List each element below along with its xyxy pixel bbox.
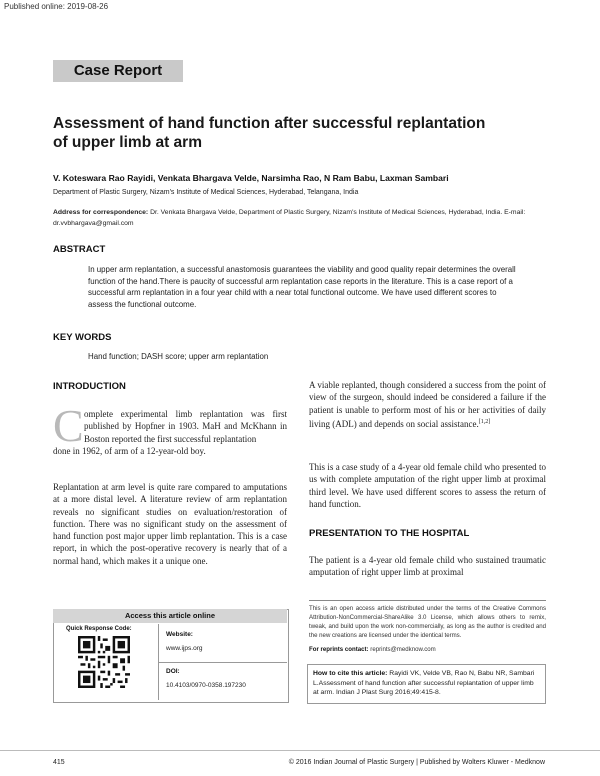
keywords-heading: KEY WORDS — [53, 332, 112, 343]
website-link[interactable]: www.ijps.org — [166, 645, 203, 652]
abstract-heading: ABSTRACT — [53, 244, 106, 255]
abstract-text: In upper arm replantation, a successful anastomosis guarantees the viability and good quality repair determines the overall function of the hand.There is paucity of successful arm replantation case reports in the literature. This is a case report of a successful arm replantation in a four year child with a near total functional outcome. We have used different scores to assess the functional outcome. — [88, 265, 516, 309]
correspondence-label: Address for correspondence: — [53, 209, 149, 216]
website-label: Website: — [166, 631, 193, 638]
reprints-label: For reprints contact: — [309, 646, 369, 653]
introduction-heading: INTRODUCTION — [53, 381, 126, 392]
reprints-contact — [309, 646, 436, 653]
title-line-2: of upper limb at arm — [53, 134, 202, 151]
access-divider-horizontal — [158, 662, 287, 663]
qr-label: Quick Response Code: — [66, 626, 132, 632]
article-type-badge: Case Report — [53, 60, 183, 82]
article-title — [53, 114, 553, 152]
citation-ref[interactable]: [1,2] — [478, 418, 491, 425]
correspondence-text: Dr. Venkata Bhargava Velde, Department of Plastic Surgery, Nizam's Institute of Medical Sciences, Hyderabad, India. E-mail: dr.vvbhargava@gmail.com — [53, 209, 526, 227]
access-title: Access this article online — [53, 609, 287, 623]
citation-body: Rayidi VK, Velde VB, Rao N, Babu NR, Sambari L.Assessment of hand function after successful replantation of upper limb at arm. Indian J Plast Surg 2016;49:415-8. — [313, 670, 535, 696]
citation-label: How to cite this article: — [313, 670, 388, 677]
intro-paragraph-1-tail: done in 1962, of arm of a 12-year-old boy. — [53, 446, 206, 456]
drop-cap: C — [53, 400, 84, 451]
intro-paragraph-1: omplete experimental limb replantation was first published by Hopfner in 1903. MaH and McKhann in Boston reported the first successful replantation — [84, 409, 287, 444]
presentation-heading: PRESENTATION TO THE HOSPITAL — [309, 528, 470, 539]
col2-paragraph-1-text: A viable replanted, though considered a success from the point of view of the surgeon, should indeed be considered a failure if the patient is unable to perform most of his or her activities of daily living (ADL) and depends on social assistance. — [309, 380, 546, 429]
published-date: Published online: 2019-08-26 — [4, 2, 109, 11]
reprints-email[interactable]: reprints@medknow.com — [368, 646, 436, 653]
correspondence — [53, 207, 553, 229]
doi-link[interactable]: 10.4103/0970-0358.197230 — [166, 682, 246, 689]
footer-rule — [0, 750, 600, 751]
author-list: V. Koteswara Rao Rayidi, Venkata Bhargava Velde, Narsimha Rao, N Ram Babu, Laxman Sambari — [53, 173, 449, 183]
citation-text — [313, 669, 541, 698]
keywords-text: Hand function; DASH score; upper arm replantation — [88, 352, 269, 361]
page-number: 415 — [53, 759, 65, 766]
journal-footer: © 2016 Indian Journal of Plastic Surgery | Published by Wolters Kluwer - Medknow — [288, 759, 545, 766]
intro-paragraph-2: Replantation at arm level is quite rare compared to amputations at a more distal level. A literature review of arm replantation reveals no significant studies on evaluation/restoration of function. There was no significant study on the assessment of hand function post major upper limb replantation. This is a case report, in which the post-operative recovery is nearly that of a normal hand, which makes it a unique one. — [53, 482, 287, 566]
col2-paragraph-3: The patient is a 4-year old female child who sustained traumatic amputation of right upper limb at proximal — [309, 555, 546, 578]
col2-paragraph-1 — [309, 379, 546, 430]
doi-label: DOI: — [166, 668, 180, 675]
title-line-1: Assessment of hand function after successful replantation — [53, 115, 486, 132]
license-text: This is an open access article distributed under the terms of the Creative Commons Attribution-NonCommercial-ShareAlike 3.0 License, which allows others to remix, tweak, and build upon the work non-commercially, as long as the author is credited and the new creations are licensed under the identical terms. — [309, 605, 546, 639]
qr-code-icon[interactable] — [78, 636, 130, 688]
col2-paragraph-2: This is a case study of a 4-year old female child who presented to us with complete amputation of the right upper limb at proximal third level. We have used different scores to assess the return of hand function. — [309, 462, 546, 509]
affiliation: Department of Plastic Surgery, Nizam's Institute of Medical Sciences, Hyderabad, Telangana, India — [53, 189, 359, 196]
license-rule — [309, 600, 546, 601]
